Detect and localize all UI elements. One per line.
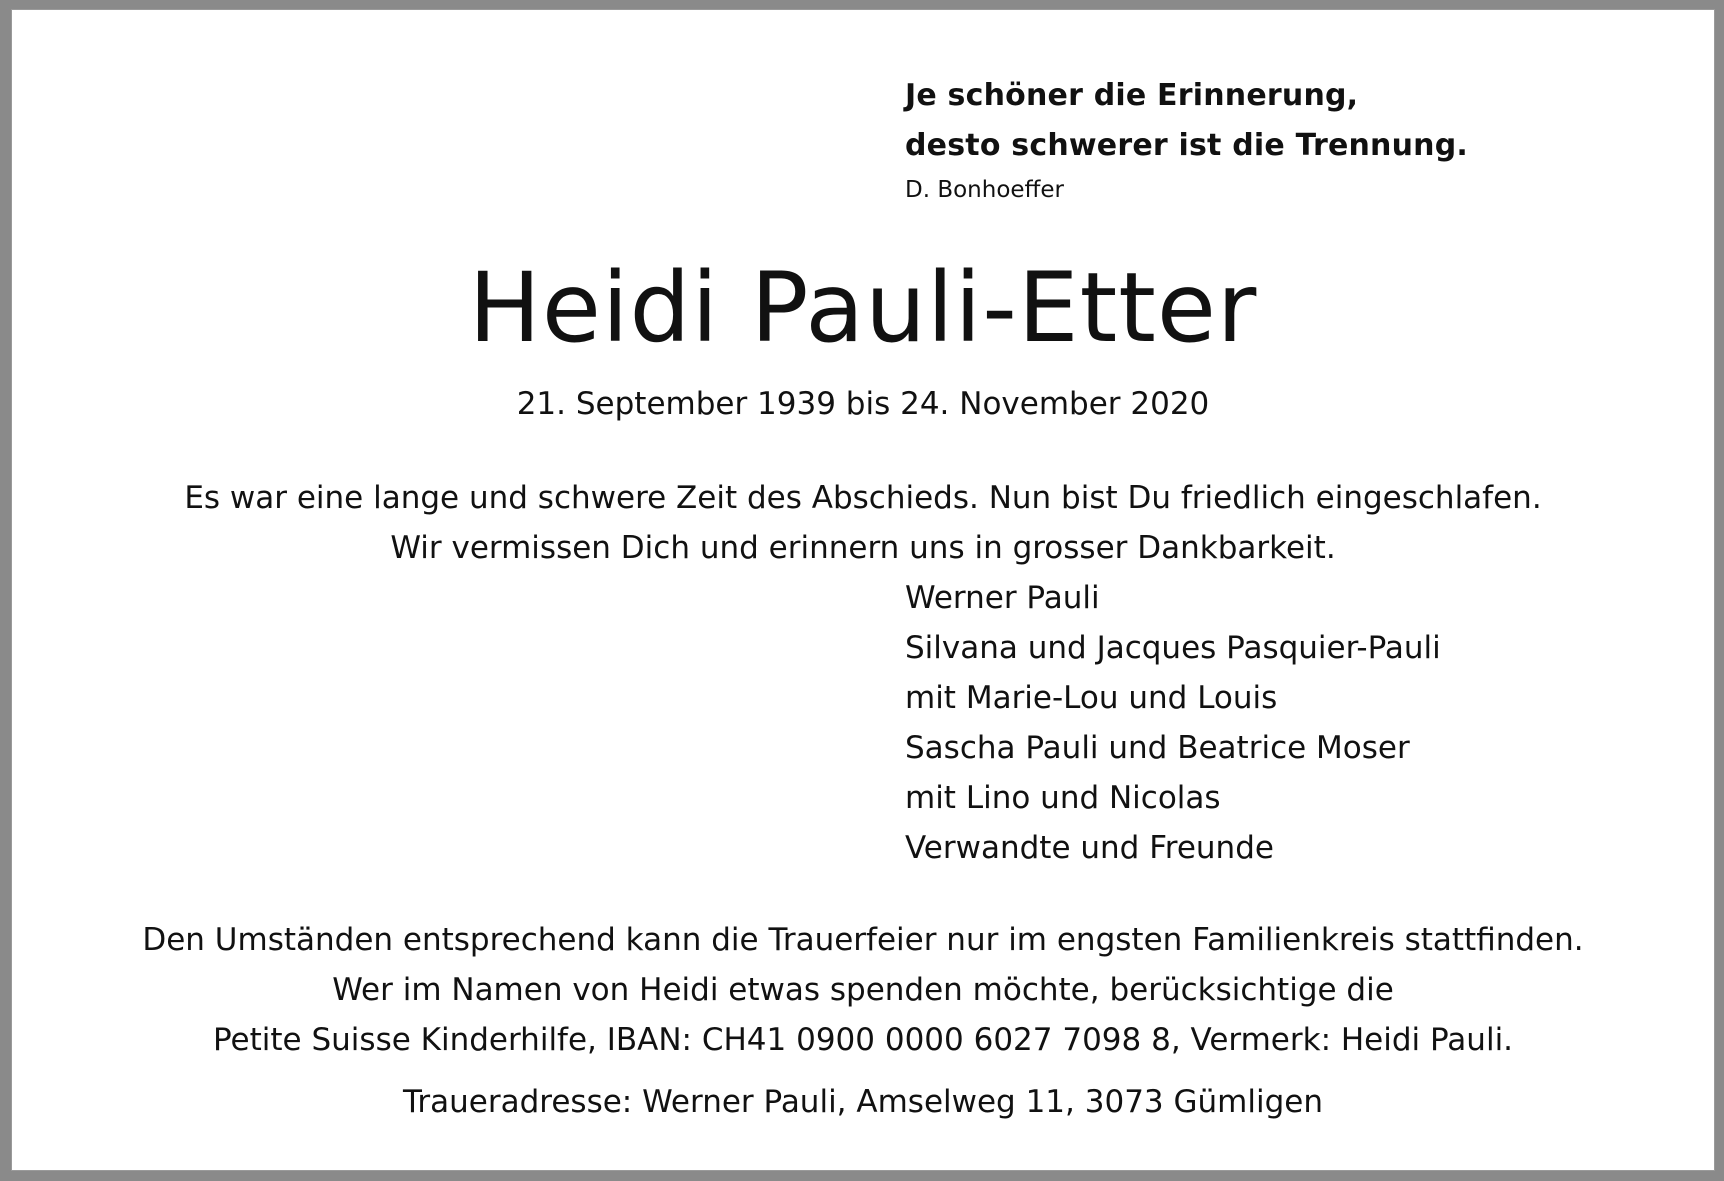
mourning-address: Traueradresse: Werner Pauli, Amselweg 11, 3073 Gümligen [403,1084,1323,1120]
quote-author: D. Bonhoeffer [905,177,1065,203]
mourner-line: Sascha Pauli und Beatrice Moser [905,730,1410,766]
obituary-card [12,10,1714,1170]
message-line-2: Wir vermissen Dich und erinnern uns in grosser Dankbarkeit. [390,530,1336,566]
quote-line-1: Je schöner die Erinnerung, [905,78,1359,113]
ceremony-notice [12,915,1714,1065]
farewell-message [12,473,1714,573]
mourner-line: mit Lino und Nicolas [905,780,1221,816]
message-line-1: Es war eine lange und schwere Zeit des Abschieds. Nun bist Du friedlich eingeschlafen. [184,480,1542,516]
mourners-list [905,573,1441,873]
mourner-line: Verwandte und Freunde [905,830,1274,866]
deceased-name: Heidi Pauli-Etter [468,252,1258,364]
life-dates: 21. September 1939 bis 24. November 2020 [516,386,1210,422]
quote-line-2: desto schwerer ist die Trennung. [905,128,1468,163]
mourner-line: mit Marie-Lou und Louis [905,680,1278,716]
notice-line-3: Petite Suisse Kinderhilfe, IBAN: CH41 0900 0000 6027 7098 8, Vermerk: Heidi Pauli. [212,1022,1514,1058]
mourner-line: Silvana und Jacques Pasquier-Pauli [905,630,1441,666]
mourner-line: Werner Pauli [905,580,1100,616]
quote-block [905,71,1468,205]
notice-line-2: Wer im Namen von Heidi etwas spenden möchte, berücksichtige die [332,972,1394,1008]
notice-line-1: Den Umständen entsprechend kann die Trauerfeier nur im engsten Familienkreis stattfinden. [142,922,1584,958]
